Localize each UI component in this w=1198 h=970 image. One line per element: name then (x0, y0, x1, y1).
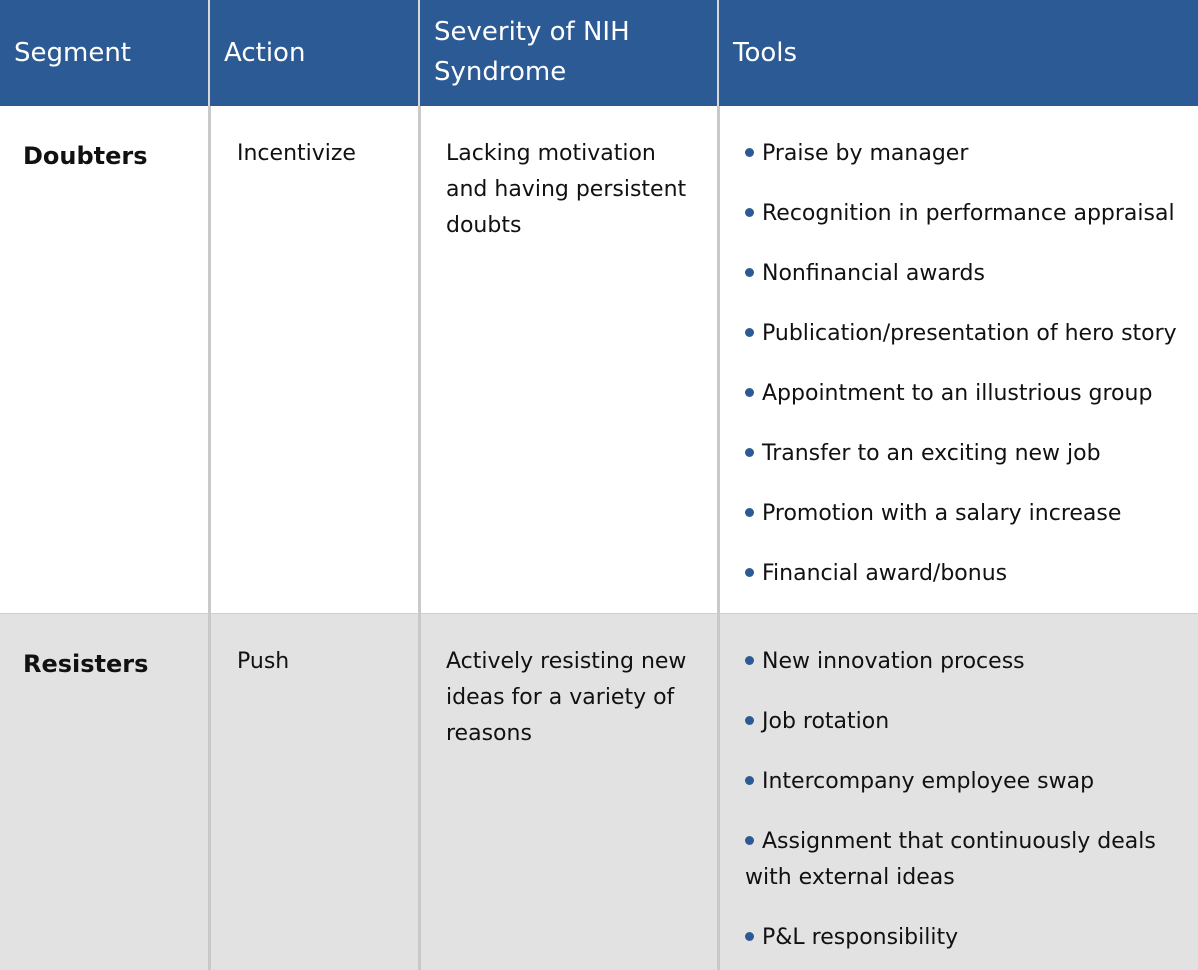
tool-label: Praise by manager (762, 141, 969, 166)
bullet-icon (745, 568, 754, 577)
list-item (745, 316, 1178, 352)
list-item (745, 556, 1178, 592)
list-item (745, 496, 1178, 532)
segment-cell: Doubters (23, 142, 148, 170)
tool-label: Intercompany employee swap (762, 769, 1095, 794)
tools-cell (717, 614, 1198, 970)
bullet-icon (745, 508, 754, 517)
tool-label: Publication/presentation of hero story (762, 321, 1177, 346)
list-item (745, 196, 1178, 232)
bullet-icon (745, 328, 754, 337)
header-action (208, 0, 418, 106)
bullet-icon (745, 148, 754, 157)
header-severity (418, 0, 717, 106)
header-tools-label: Tools (733, 38, 798, 68)
action-cell: Incentivize (208, 106, 418, 616)
tool-label: Nonfinancial awards (762, 261, 985, 286)
tool-label: New innovation process (762, 649, 1025, 674)
header-segment-label: Segment (14, 38, 131, 68)
list-item (745, 436, 1178, 472)
header-severity-label: Severity of NIH Syndrome (434, 17, 630, 87)
list-item (745, 704, 1178, 740)
table-row (0, 613, 1198, 970)
severity-cell: Actively resisting new ideas for a variety of reasons (418, 614, 717, 970)
tool-label: Recognition in performance appraisal (762, 201, 1175, 226)
table-header (0, 0, 1198, 106)
bullet-icon (745, 932, 754, 941)
bullet-icon (745, 208, 754, 217)
list-item (745, 256, 1178, 292)
bullet-icon (745, 268, 754, 277)
bullet-icon (745, 656, 754, 665)
table-row (0, 106, 1198, 613)
bullet-icon (745, 776, 754, 785)
bullet-icon (745, 448, 754, 457)
tool-list (745, 136, 1178, 592)
severity-cell: Lacking motivation and having persistent doubts (418, 106, 717, 616)
list-item (745, 136, 1178, 172)
segment-cell: Resisters (23, 650, 149, 678)
tool-label: Assignment that continuously deals with external ideas (745, 829, 1156, 890)
header-action-label: Action (224, 38, 306, 68)
tool-label: Job rotation (762, 709, 890, 734)
list-item (745, 764, 1178, 800)
bullet-icon (745, 716, 754, 725)
bullet-icon (745, 836, 754, 845)
tool-label: Financial award/bonus (762, 561, 1008, 586)
tool-label: P&L responsibility (762, 925, 959, 950)
tool-label: Transfer to an exciting new job (762, 441, 1101, 466)
list-item (745, 376, 1178, 412)
tool-label: Appointment to an illustrious group (762, 381, 1153, 406)
tool-label: Promotion with a salary increase (762, 501, 1122, 526)
list-item (745, 824, 1178, 896)
tools-cell (717, 106, 1198, 616)
header-segment (0, 0, 208, 106)
tool-list (745, 644, 1178, 956)
action-cell: Push (208, 614, 418, 970)
bullet-icon (745, 388, 754, 397)
list-item (745, 920, 1178, 956)
header-tools (717, 0, 1198, 106)
list-item (745, 644, 1178, 680)
